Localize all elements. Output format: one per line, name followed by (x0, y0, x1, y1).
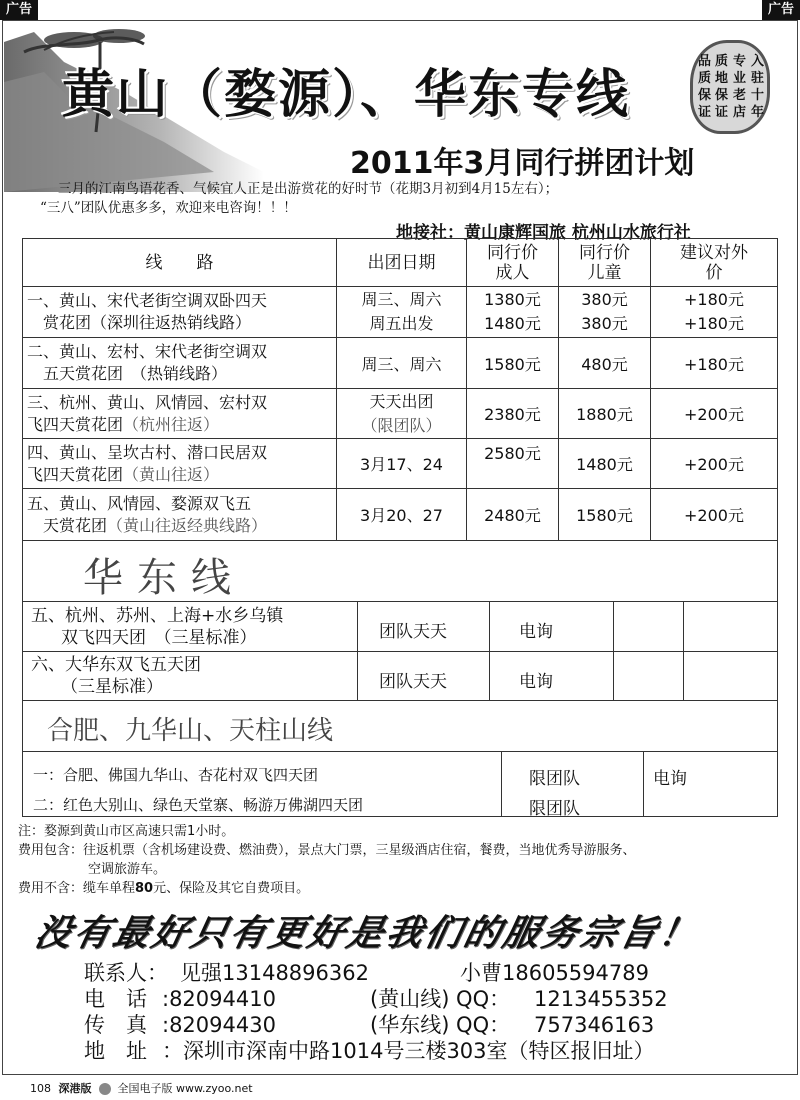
page-number: 108 (30, 1082, 51, 1095)
hefei-table (22, 751, 778, 817)
route-line-1: 四、黄山、呈坎古村、潜口民居双 (27, 442, 268, 462)
child-price-cell: 1580元 (559, 489, 651, 541)
suggested-price-cell: +200元 (651, 489, 778, 541)
table-header-row (23, 239, 778, 287)
header-child (559, 239, 651, 287)
hefei-route-2: 二：红色大别山、绿色天堂寨、畅游万佛湖四天团 (33, 796, 364, 814)
suggested-price-2: +180元 (684, 314, 744, 333)
east-china-table (22, 601, 778, 701)
contact-address-label: 地 址 (84, 1039, 147, 1063)
page-subtitle: 2011年3月同行拼团计划 (350, 146, 695, 181)
route-line-2-note: （杭州往返） (123, 414, 220, 434)
seal-text-col-4: 品质保证 (697, 54, 711, 120)
table-row (23, 287, 778, 338)
contact-qq2-label: (华东线) QQ： (370, 1013, 511, 1037)
route-line-1: 六、大华东双飞五天团 (31, 655, 201, 675)
contact-person-1: 见强13148896362 (180, 961, 369, 985)
route-cell (23, 489, 337, 541)
note-part: 元、保险及其它自费项目。 (153, 881, 310, 896)
date-cell: 3月17、24 (337, 439, 467, 489)
service-slogan: 没有最好只有更好是我们的服务宗旨！ (31, 913, 703, 954)
date-line-1: 天天出团 (369, 391, 434, 411)
adult-price-cell: 1580元 (467, 338, 559, 389)
table-row (23, 489, 778, 541)
date-cell (337, 287, 467, 338)
contact-qq2: 757346163 (534, 1013, 655, 1037)
header-date: 出团日期 (337, 239, 467, 287)
table-row (23, 389, 778, 439)
route-price-table (22, 238, 778, 541)
header-adult-line-1: 同行价 (487, 242, 538, 263)
east-price-1: 电询 (519, 622, 553, 642)
seal-text-col-2: 专业老店 (732, 54, 746, 120)
col-divider (501, 752, 502, 816)
date-cell (337, 389, 467, 439)
seal-text-col-1: 入驻十年 (750, 54, 764, 120)
fee-notes (18, 822, 788, 898)
date-cell: 周三、周六 (337, 338, 467, 389)
quality-seal-badge (690, 40, 770, 134)
route-line-2: 双飞四天团 （三星标准） (61, 628, 257, 648)
east-date-1: 团队天天 (379, 622, 447, 642)
child-price-cell: 1880元 (559, 389, 651, 439)
contact-person-label: 联系人： (84, 961, 168, 985)
route-cell (23, 287, 337, 338)
date-line-2: （限团队） (361, 415, 442, 435)
note-part: 费用不含：缆车单程 (18, 881, 136, 896)
route-line-2-note: （黄山往返） (123, 464, 220, 484)
route-cell (23, 338, 337, 389)
east-route-1 (31, 605, 283, 649)
adult-price-cell: 2380元 (467, 389, 559, 439)
date-line-1: 周三、周六 (361, 290, 442, 309)
route-line-2 (27, 464, 332, 486)
route-line-1: 五、杭州、苏州、上海+水乡乌镇 (31, 606, 284, 626)
header-route: 线 路 (23, 239, 337, 287)
table-row (23, 338, 778, 389)
child-price-2: 380元 (581, 314, 628, 333)
route-line-2-main: 天赏花团 (43, 515, 108, 535)
magazine-logo-icon (99, 1083, 111, 1095)
page-title: 黄山（婺源）、华东专线 (62, 65, 631, 125)
contact-phone-label: 电 话 (84, 987, 147, 1011)
hefei-date-2: 限团队 (529, 799, 580, 819)
east-route-2 (31, 654, 201, 698)
date-cell: 3月20、27 (337, 489, 467, 541)
route-line-2-main: 飞四天赏花团 (27, 464, 124, 484)
route-line-1: 三、杭州、黄山、风情园、宏村双 (27, 392, 268, 412)
route-line-2 (27, 414, 332, 436)
header-child-line-1: 同行价 (579, 242, 630, 263)
header-adult-line-2: 成人 (495, 262, 530, 283)
child-price-1: 380元 (581, 290, 628, 309)
contact-person-2: 小曹18605594789 (460, 961, 649, 985)
adult-price-cell (467, 287, 559, 338)
intro-line-1: 三月的江南鸟语花香、气候宜人正是出游赏花的好时节（花期3月初到4月15左右）； (58, 181, 559, 197)
table-row (23, 439, 778, 489)
adult-price-2: 1480元 (484, 314, 541, 333)
adult-price-cell: 2580元 (467, 439, 559, 489)
east-china-heading: 华东线 (83, 555, 245, 601)
edition-label: 深港版 (58, 1082, 92, 1095)
row-divider (23, 651, 777, 652)
east-date-2: 团队天天 (379, 672, 447, 692)
note-line: 注：婺源到黄山市区高速只需1小时。 (18, 824, 235, 839)
contact-qq1-label: (黄山线) QQ： (370, 987, 511, 1011)
route-line-2-main: 飞四天赏花团 (27, 414, 124, 434)
route-cell (23, 439, 337, 489)
col-divider (643, 752, 644, 816)
adult-price-cell: 2480元 (467, 489, 559, 541)
suggested-price-cell: +200元 (651, 439, 778, 489)
child-price-cell (559, 287, 651, 338)
page-footer (30, 1080, 253, 1096)
header-adult (467, 239, 559, 287)
east-price-2: 电询 (519, 672, 553, 692)
header-suggested-line-1: 建议对外 (680, 242, 748, 263)
route-line-2 (27, 515, 332, 537)
ad-label-right: 广告 (762, 0, 800, 20)
intro-text (40, 180, 780, 218)
route-line-2: 五天赏花团 （热销线路） (43, 364, 228, 383)
contact-fax-label: 传 真 (84, 1013, 147, 1037)
suggested-price-cell: +200元 (651, 389, 778, 439)
header-child-line-2: 儿童 (587, 262, 622, 283)
adult-price-1: 1380元 (484, 290, 541, 309)
route-cell (23, 389, 337, 439)
child-price-cell: 480元 (559, 338, 651, 389)
suggested-price-cell (651, 287, 778, 338)
contact-qq1: 1213455352 (534, 987, 668, 1011)
contact-phone: :82094410 (162, 987, 276, 1011)
note-line: 空调旅游车。 (88, 862, 167, 877)
suggested-price-cell: +180元 (651, 338, 778, 389)
ad-label-left: 广告 (0, 0, 38, 20)
header-suggested (651, 239, 778, 287)
contact-fax: :82094430 (162, 1013, 276, 1037)
date-line-2: 周五出发 (369, 314, 434, 333)
website-link[interactable]: 全国电子版 www.zyoo.net (117, 1082, 253, 1095)
child-price-cell: 1480元 (559, 439, 651, 489)
route-line-1: 二、黄山、宏村、宋代老街空调双 (27, 342, 268, 361)
route-line-2: （三星标准） (61, 677, 163, 697)
route-line-2: 赏花团（深圳往返热销线路） (43, 313, 252, 332)
note-part-bold: 80 (135, 881, 154, 896)
hefei-route-1: 一：合肥、佛国九华山、杏花村双飞四天团 (33, 766, 319, 784)
suggested-price-1: +180元 (684, 290, 744, 309)
hefei-heading-box (22, 700, 778, 752)
local-agency: 地接社：黄山康辉国旅 杭州山水旅行社 (396, 223, 691, 243)
route-line-1: 五、黄山、风情园、婺源双飞五 (27, 493, 252, 513)
east-china-heading-box (22, 540, 778, 602)
note-line (18, 879, 788, 898)
hefei-heading: 合肥、九华山、天柱山线 (47, 716, 334, 746)
contact-address: ：深圳市深南中路1014号三楼303室（特区报旧址） (162, 1039, 655, 1063)
intro-line-2: “三八”团队优惠多多，欢迎来电咨询！！！ (40, 200, 297, 216)
route-line-1: 一、黄山、宋代老街空调双卧四天 (27, 291, 268, 310)
seal-text-col-3: 质地保证 (714, 54, 728, 120)
hefei-date-1: 限团队 (529, 769, 580, 789)
route-line-2-note: （黄山往返经典线路） (107, 515, 268, 535)
hefei-price-1: 电询 (653, 769, 687, 789)
header-suggested-line-2: 价 (705, 262, 723, 283)
note-line: 费用包含：往返机票（含机场建设费、燃油费），景点大门票，三星级酒店住宿，餐费，当地优秀导游服务、 (18, 843, 636, 858)
